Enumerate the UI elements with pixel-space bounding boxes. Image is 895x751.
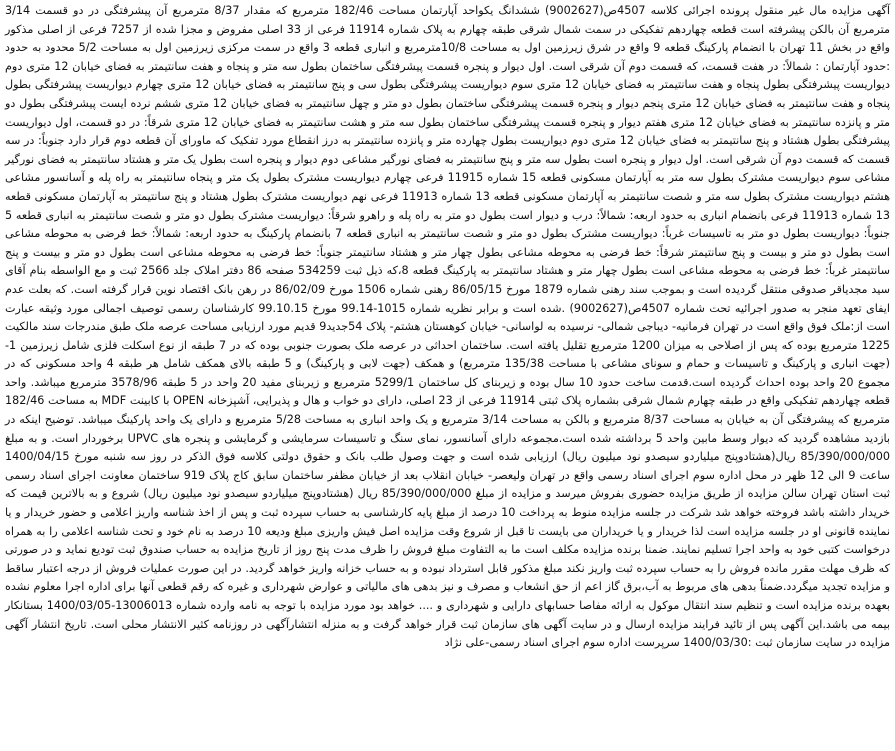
- auction-notice-text: آگهی مزایده مال غیر منقول پرونده اجرائی کلاسه 4507ص(9002627) ششدانگ یکواحد آپارتمان مساحت 182/46 مترمربع که مقدار 8/37 مترمربع آن پیشرفتگی در دو قسمت 3/14 مترمربع آن بالکن پیشرفته است قطعه چهاردهم تفکیکی در سمت شمال شرقی طبقه چهارم به پلاک شماره 11914 فرعی از 33 اصلی مفروض و مجزا شده از 7257 فرعی از اصلی مذکور واقع در بخش 11 تهران با انضمام پارکینگ قطعه 9 واقع در شرق زیرزمین اول به مساحت 10/8مترمربع و انباری قطعه 3 واقع در سمت مرکزی زیرزمین اول به مساحت 5/2 محدود به حدود :حدود آپارتمان : شمالاً: در هفت قسمت، که قسمت دوم آن شرقی است. اول دیوار و پنجره قسمت پیشرفتگی ساختمان بطول سه متر و پنجاه و هفت سانتیمتر به فضای خیابان 12 متری دوم دیواریست پیشرفتگی بطول پنجاه و هفت سانتیمتر به فضای خیابان 12 متری سوم دیواریست پیشرفتگی بطول سی و پنج سانتیمتر به فضای خیابان 12 متری چهارم دیواریست پیشرفتگی بطول پنجاه و هفت سانتیمتر به فضای خیابان 12 متری پنجم دیوار و پنجره قسمت پیشرفتگی ساختمان بطول دو متر و چهل سانتیمتر به فضای خیابان 12 متری ششم نرده ایست پیشرفتگی بطول دو متر و پانزده سانتیمتر به فضای خیابان 12 متری هفتم دیوار و پنجره قسمت پیشرفتگی ساختمان بطول سه متر و هشت سانتیمتر به فضای خیابان 12 متری شرقاً: در دو قسمت، اول دیواریست پیشرفتگی بطول هشتاد و پنج سانتیمتر به فضای خیابان 12 متری دوم دیواریست بطول چهارده متر و پانزده سانتیمتر به درز انقطاع مورد تفکیک که ماورای آن قطعه دوم قرار دارد جنوباً: در سه قسمت که قسمت دوم آن شرقی است. اول دیوار و پنجره است بطول سه متر و پنج سانتیمتر به فضای نورگیر مشاعی دوم دیوار و پنجره است بطول یک متر و هشتاد سانتیمتر به فضای نورگیر مشاعی سوم دیواریست مشترک بطول سه متر به آپارتمان مسکونی قطعه 15 شماره 11915 فرعی چهارم دیواریست مشترک بطول یک متر و پنجاه سانتیمتر به راه پله و آسانسور مشاعی هشتم دیواریست مشترک بطول سه متر و شصت سانتیمتر به آپارتمان مسکونی قطعه 13 شماره 11913 فرعی نهم دیواریست مشترک بطول هشتاد و پنج سانتیمتر به آپارتمان مسکونی قطعه 13 شماره 11913 فرعی بانضمام انباری به حدود اربعه: شمالاً: درب و دیوار است بطول دو متر به راه پله و راهرو شرقاً: دیواریست مشترک بطول دو متر و شصت سانتیمتر به انباری قطعه 5 جنوباً: دیواریست بطول دو متر به تاسیسات غرباً: دیواریست مشترک بطول دو متر و شصت سانتیمتر به انباری قطعه 7 بانضمام پارکینگ به حدود اربعه: شمالاً: خط فرضی به محوطه مشاعی است بطول دو متر و بیست و پنج سانتیمتر شرقاً: خط فرضی به محوطه مشاعی بطول چهار متر و هشتاد سانتیمتر جنوباً: خط فرضی به محوطه مشاعی است بطول دو متر و بیست و پنج سانتیمتر غرباً: خط فرضی به محوطه مشاعی است بطول چهار متر و هشتاد سانتیمتر به پارکینگ قطعه 8،که ذیل ثبت 534259 صفحه 86 دفتر املاک جلد 2566 ثبت و مع الواسطه بنام آقای سید مجدیاقر صدوقی منتقل گردیده است و بموجب سند رهنی شماره 1879 مورخ 86/05/15 رهنی شماره 1506 مورخ 86/02/09 در رهن بانک اقتصاد نوین قرار گرفته است. که بعلت عدم ایفای تعهد منجر به صدور اجرائیه تحت شماره 4507ص(9002627) .شده است و برابر نظریه شماره 1015-99.14 مورخ 99.10.15 کارشناسان رسمی توصیف اجمالی مورد وثیقه عبارت است از:ملک فوق واقع است در تهران فرمانیه- دیباجی شمالی- نرسیده به لواسانی- خیابان کوهستان هشتم- پلاک 54جدید9 قدیم مورد ارزیابی مساحت عرصه ملک طبق مندرجات سند مالکیت 1225 مترمربع بوده که پس از اصلاحی به میزان 1200 مترمربع تقلیل یافته است. ساختمان احداثی در عرصه ملک بصورت جنوبی بوده که در 7 طبقه از نوع اسکلت فلزی شامل زیرزمین 1- (جهت انباری و پارکینگ و تاسیسات و حمام و سونای مشاعی با مساحت 135/38 مترمربع) و همکف (جهت لابی و پارکینگ) و 5 طبقه بالای همکف شامل هر طبقه 4 واحد مسکونی که در مجموع 20 واحد بوده احداث گردیده است.قدمت ساخت حدود 10 سال بوده و زیربنای کل ساختمان 5299/1 مترمربع و زیربنای مفید 20 واحد در 5 طبقه 3578/96 مترمربع میباشد. واحد قطعه چهاردهم تفکیکی واقع در طبقه چهارم شمال شرقی بشماره پلاک ثبتی 11914 فرعی از 23 اصلی، دارای دو خواب و هال و پذیرایی، آشپزخانه OPEN با کابینت MDF به مساحت 182/46 مترمربع که پیشرفتگی آن به خیابان به مساحت 8/37 مترمربع و بالکن به مساحت 3/14 مترمربع و یک واحد انباری به مساحت 5/28 مترمربع و دارای یک واحد پارکینگ میباشد. توضیح اینکه در بازدید مشاهده گردید که دیوار وسط مابین واحد 5 برداشته شده است.مجموعه دارای آسانسور، نمای سنگ و تاسیسات سرمایشی و گرمایشی و پنجره های UPVC برخوردار است. و به مبلغ 85/390/000/000 ریال(هشتادوپنج میلیاردو سیصدو نود میلیون ریال) ارزیابی شده است و جهت وصول طلب بانک و حقوق دولتی کلاسه فوق الذکر در روز سه شنبه مورخ 1400/04/15 ساعت 9 الی 12 ظهر در محل اداره سوم اجرای اسناد رسمی واقع در تهران ولیعصر- خیابان انقلاب بعد از خیابان مظفر ساختمان سابق کاج پلاک 919 ساختمان معاونت اجرای اسناد رسمی ثبت استان تهران سالن مزایده از طریق مزایده حضوری بفروش میرسد و مزایده از مبلغ 85/390/000/000 ریال (هشتادوپنج میلیاردو سیصدو نود میلیون ریال) شروع و به بالاترین قیمت که خریدار داشته باشد فروخته خواهد شد شرکت در جلسه مزایده منوط به پرداخت 10 درصد از مبلغ پایه کارشناسی به حساب سپرده ثبت و پس از اخذ شناسه واریز اعلامی و حضور خریدار و یا نماینده قانونی او در جلسه مزایده است لذا خریدار و یا خریداران می بایست تا قبل از شروع وقت مزایده اصل فیش واریزی مبلغ ودیعه 10 درصد به نام خود و تحت شناسه اعلامی را به همراه درخواست کتبی خود به واحد اجرا تسلیم نمایند. ضمنا برنده مزایده مکلف است ما به التفاوت مبلغ فروش را ظرف مدت پنج روز از تاریخ مزایده به حساب صندوق ثبت تودیع نماید و در صورتی که ظرف مهلت مقرر مانده فروش را به حساب سپرده ثبت واریز نکند مبلغ مذکور قابل استرداد نبوده و به حساب خزانه واریز خواهد گردید. در این صورت عملیات فروش از درجه اعتبار ساقط و مزایده تجدید میگردد.ضمناً بدهی های مربوط به آب،برق گاز اعم از حق انشعاب و مصرف و نیز بدهی های مالیاتی و عوارض شهرداری و غیره که رقم قطعی آنها برای اداره اجرا معلوم نشده بعهده برنده مزایده است و تنظیم سند انتقال موکول به ارائه مفاصا حسابهای دارایی و شهرداری و .... خواهد بود مورد مزایده با توجه به نامه وارده شماره 13006013-1400/03/05 بستانکار بیمه می باشد.این آگهی پس از تائید فرایند مزایده ارسال و در سایت آگهی های سازمان ثبت قرار خواهد گرفت و به منزله انتشارآگهی در روزنامه کثیر الانتشار محلی است. تاریخ انتشار آگهی مزایده در سایت سازمان ثبت :1400/03/30 سرپرست اداره سوم اجرای اسناد رسمی-علی نژاد: [5, 4, 891, 650]
